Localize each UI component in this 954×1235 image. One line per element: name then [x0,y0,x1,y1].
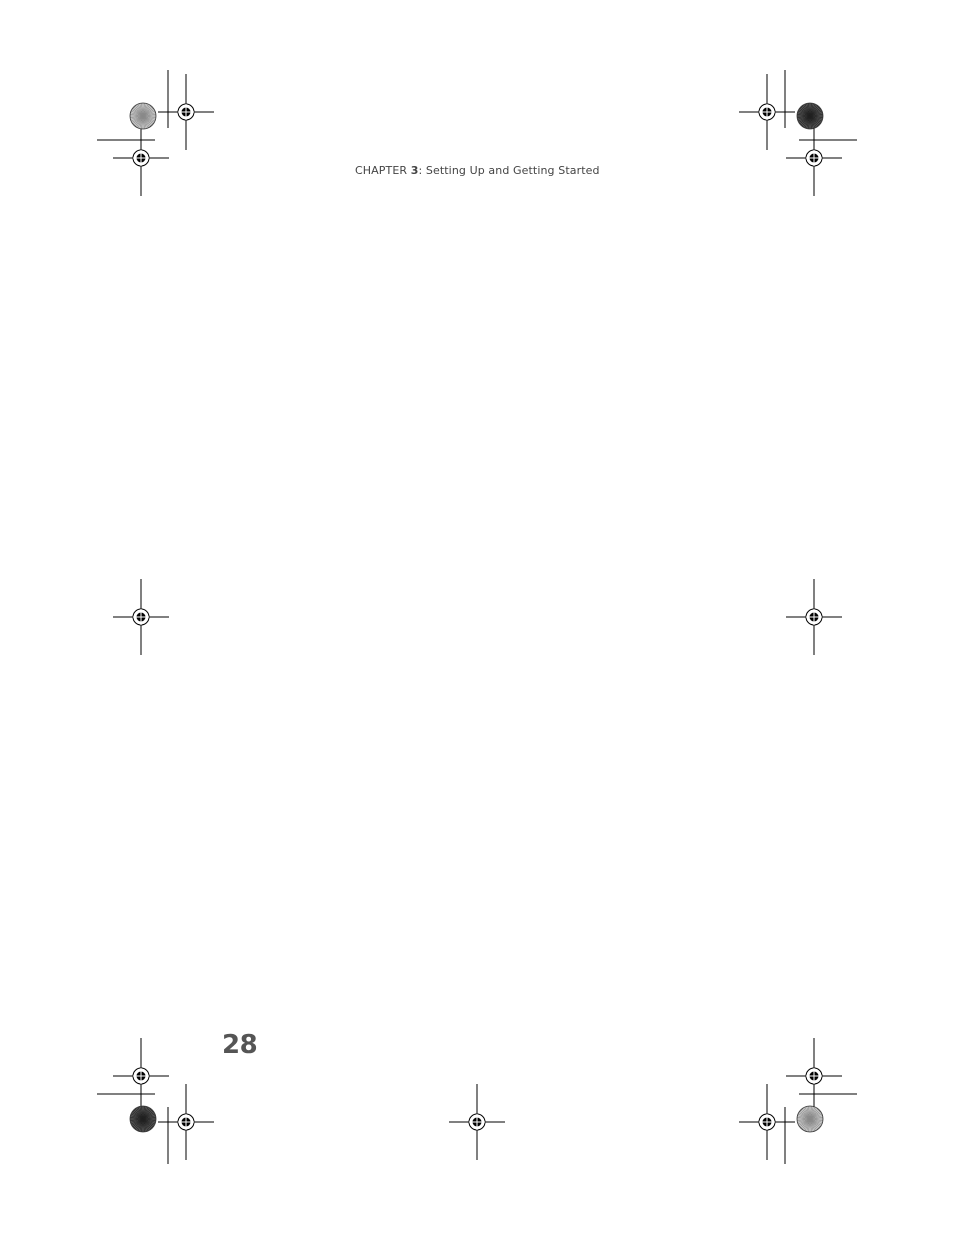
running-header [355,164,600,177]
chapter-label: CHAPTER [355,164,408,177]
registration-crosshair-icon [739,74,795,150]
registration-crosshair-icon [113,120,169,196]
registration-crosshair-icon [786,579,842,655]
registration-crosshair-icon [786,1038,842,1114]
printer-marks-layer [97,70,857,1164]
radial-starburst-icon [797,103,823,129]
chapter-number: 3 [410,164,419,177]
radial-starburst-icon [797,1106,823,1132]
page-number: 28 [222,1030,258,1060]
registration-crosshair-icon [113,1038,169,1114]
registration-crosshair-icon [449,1084,505,1160]
radial-starburst-icon [130,1106,156,1132]
chapter-title: : Setting Up and Getting Started [418,164,600,177]
registration-crosshair-icon [739,1084,795,1160]
registration-crosshair-icon [786,120,842,196]
registration-crosshair-icon [158,1084,214,1160]
registration-crosshair-icon [113,579,169,655]
registration-crosshair-icon [158,74,214,150]
radial-starburst-icon [130,103,156,129]
